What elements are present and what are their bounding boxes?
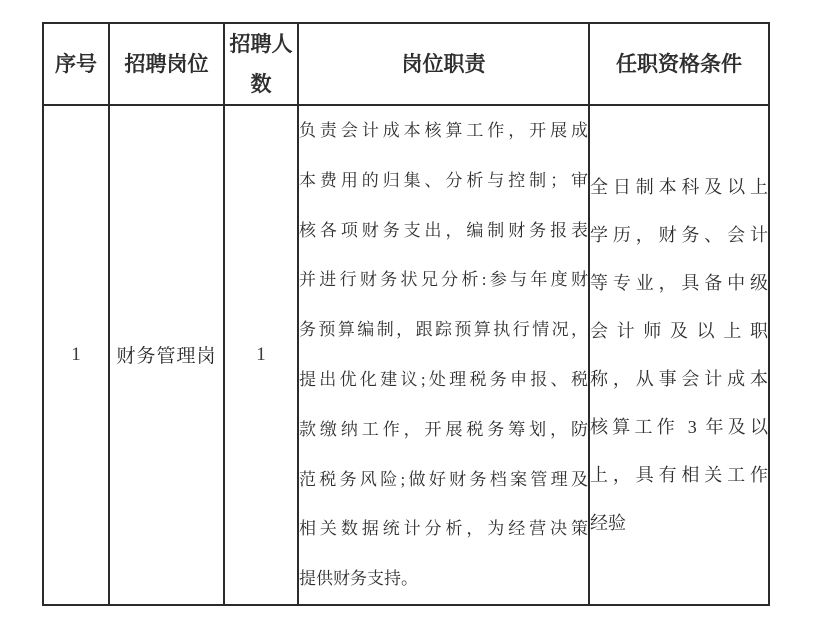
table-row [43,105,769,605]
text-line: 经验 [590,512,626,533]
header-duties: 岗位职责 [298,23,589,105]
text-line: 称，从事会计成本 [590,368,768,389]
cell-seq [43,105,109,605]
text-line: 并进行财务状兄分析:参与年度财 [299,270,588,290]
text-line: 本费用的归集、分析与控制；审 [299,170,588,190]
cell-duties [298,105,589,605]
text-line: 上，具有相关工作 [590,464,768,485]
text-line: 提供财务支持。 [299,569,418,589]
cell-headcount [224,105,298,605]
table-header-row [43,23,769,105]
text-line: 相关数据统计分析，为经营决策 [299,519,588,539]
seq-value: 1 [71,343,81,365]
text-line: 款缴纳工作，开展税务筹划，防 [299,419,588,439]
position-value: 财务管理岗 [116,346,217,368]
header-headcount: 招聘人数 [224,23,298,105]
text-line: 会计师及以上职 [590,320,768,341]
text-line: 范税务风险;做好财务档案管理及 [299,469,588,489]
header-seq: 序号 [43,23,109,105]
headcount-value: 1 [256,343,266,365]
duties-text [299,106,588,604]
text-line: 提出优化建议;处理税务申报、税 [299,369,588,389]
text-line: 负责会计成本核算工作，开展成 [299,121,588,140]
qualifications-text [590,163,768,547]
cell-position [109,105,224,605]
text-line: 全日制本科及以上 [590,176,768,197]
text-line: 务预算编制，跟踪预算执行情况， [299,320,588,340]
recruitment-table [42,22,770,606]
text-line: 核算工作 3 年及以 [590,416,768,437]
header-qualifications: 任职资格条件 [589,23,769,105]
text-line: 核各项财务支出，编制财务报表 [299,220,588,240]
cell-qualifications [589,105,769,605]
header-position: 招聘岗位 [109,23,224,105]
text-line: 等专业，具备中级 [590,272,768,293]
text-line: 学历，财务、会计 [590,224,768,245]
